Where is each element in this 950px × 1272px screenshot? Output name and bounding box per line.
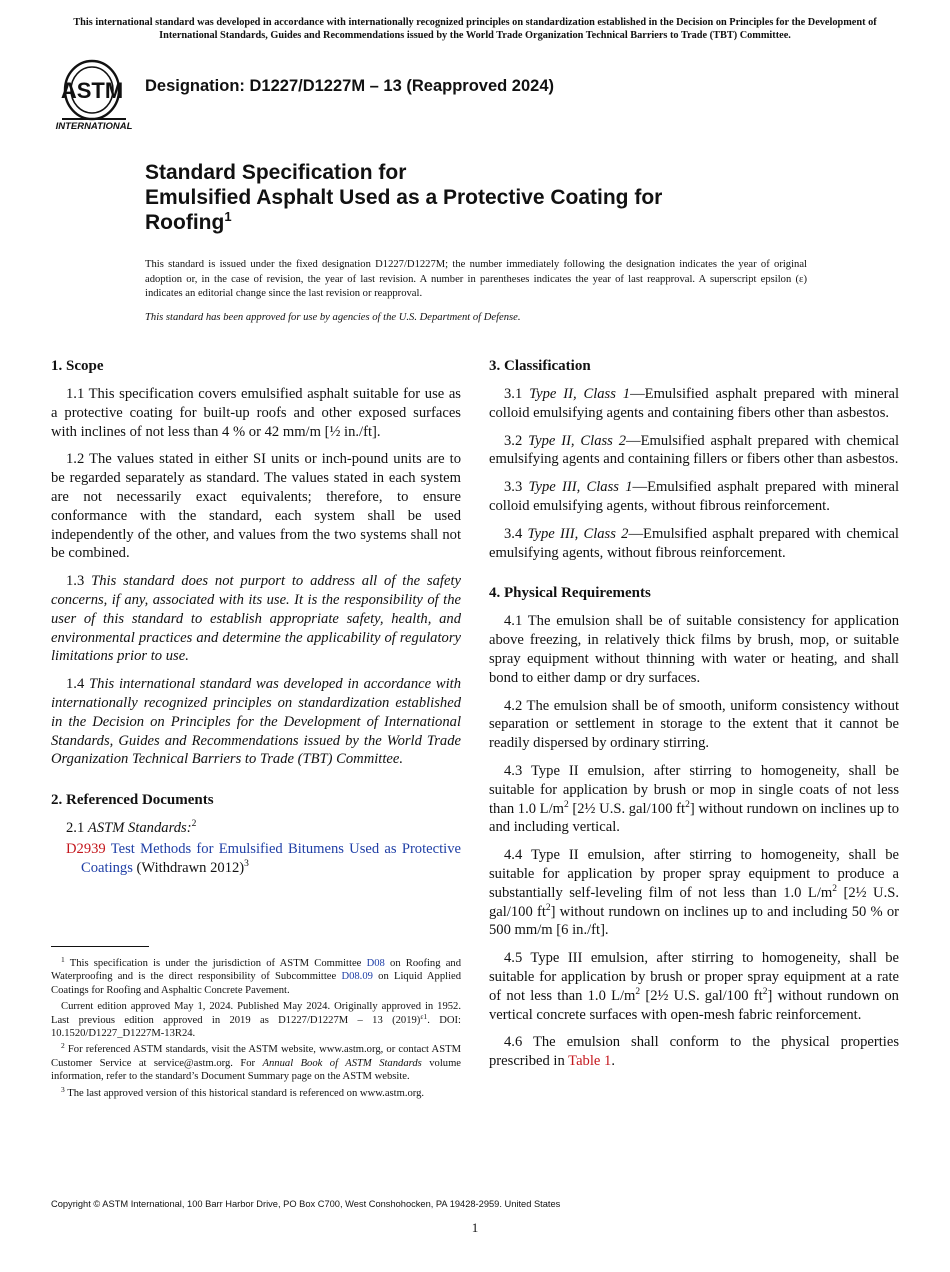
footnote-1: $^1$ This specification is under the jurisdiction of ASTM Committee D08 on Roofing and Waterproofing and is the direct responsibility of Subcommittee D08.09 on Liquid Applied Coatings for Roofing and Asphaltic Concrete Pavement.: [51, 955, 462, 996]
title-line-3: Roofing$^1$: [145, 209, 232, 234]
page-number: 1: [471, 1220, 479, 1235]
paragraph: 3.3 Type III, Class 1—Emulsified asphalt prepared with mineral colloid emulsifying agents, without fibrous reinforcement.: [489, 479, 900, 514]
paragraph: 4.6 The emulsion shall conform to the physical properties prescribed in Table 1.: [489, 1034, 900, 1070]
footnote-2: $^2$ For referenced ASTM standards, visit the ASTM website, www.astm.org, or contact ASTM Customer Service at service@astm.org. For Annual Book of ASTM Standards volume information, refer to the standard’s Document Summary page on the ASTM website.: [51, 1041, 462, 1083]
reference-title-link[interactable]: Test Methods for Emulsified Bitumens Used as Protective Coatings: [81, 840, 461, 876]
section-referenced-documents: [51, 790, 461, 877]
paragraph: 1.2 The values stated in either SI units or inch-pound units are to be regarded separately as standard. The values stated in each system are not necessarily exact equivalents; therefore, to ensure conformance with the standard, each system shall be used independently of the other, and values from the two systems shall not be combined.: [51, 451, 461, 562]
title-line-2: Emulsified Asphalt Used as a Protective Coating for: [145, 186, 663, 209]
svg-text:INTERNATIONAL: INTERNATIONAL: [55, 121, 133, 132]
paragraph: 3.2 Type II, Class 2—Emulsified asphalt prepared with chemical emulsifying agents and containing fillers or fibers other than asbestos.: [489, 432, 899, 468]
left-column: [51, 356, 461, 899]
footnotes: [51, 957, 461, 1103]
subcommittee-link[interactable]: D08.09: [341, 971, 373, 983]
right-column: [489, 356, 899, 1092]
paragraph: 3.1 Type II, Class 1—Emulsified asphalt prepared with mineral colloid emulsifying agents and containing fibers other than asbestos.: [489, 386, 899, 421]
section-heading: 4. Physical Requirements: [489, 585, 651, 602]
issuance-statement: This standard is issued under the fixed designation D1227/D1227M; the number immediately following the designation indicates the year of original adoption or, in the case of revision, the year of last revision. A number in parentheses indicates the year of last reapproval. A superscript epsilon (ε) indicates an editorial change since the last revision or reapproval.: [145, 259, 807, 299]
section-heading: 1. Scope: [51, 358, 104, 374]
dod-approval: This standard has been approved for use by agencies of the U.S. Department of Defense.: [145, 312, 521, 323]
section-classification: [489, 356, 899, 562]
footnote-divider: [51, 946, 149, 947]
table-1-link[interactable]: Table 1: [568, 1053, 612, 1070]
svg-text:ASTM: ASTM: [60, 78, 124, 103]
title-footnote-mark[interactable]: 1: [224, 209, 232, 224]
astm-logo: [52, 56, 136, 132]
footnote-1-edition: Current edition approved May 1, 2024. Published May 2024. Originally approved in 1952. Last previous edition approved in 2019 as D1227/D1227M – 13 $(2019)^{\varepsilon 1}$. DOI: 10.1520/D1227_D1227M-13R24.: [51, 1001, 461, 1040]
title-line-1: Standard Specification for: [145, 161, 407, 184]
section-heading: 2. Referenced Documents: [51, 792, 214, 809]
paragraph: 1.4 This international standard was developed in accordance with internationally recognized principles on standardization established in the Decision on Principles for the Development of International Standards, Guides and Recommendations issued by the World Trade Organization Technical Barriers to Trade (TBT) Committee.: [51, 676, 462, 768]
footnote-3: $^3$ The last approved version of this historical standard is referenced on www.astm.org.: [61, 1084, 425, 1099]
reference-entry: D2939 Test Methods for Emulsified Bitumens Used as Protective Coatings (Withdrawn 2012)$^3$: [66, 840, 461, 876]
reference-code-link[interactable]: D2939: [66, 840, 106, 857]
document-title: [145, 160, 845, 235]
paragraph: 4.5 Type III emulsion, after stirring to homogeneity, shall be suitable for application by brush or proper spray equipment at a rate of not less than 1.0 $L/m^2$ [2½ U.S. gal/100 $ft^2$] without rundown on vertical concrete surfaces with open-mesh fabric reinforcement.: [489, 950, 899, 1023]
paragraph: 2.1 ASTM Standards:$^2$: [66, 819, 197, 837]
paragraph: 4.2 The emulsion shall be of smooth, uniform consistency without separation or settlement in storage to the extent that it cannot be readily dispersed by ordinary stirring.: [489, 697, 899, 752]
committee-link[interactable]: D08: [366, 958, 385, 969]
section-scope: [51, 356, 461, 769]
paragraph: 4.4 Type II emulsion, after stirring to homogeneity, shall be suitable for application by proper spray equipment to produce a substantially self-leveling film of not less than 1.0 $L/m^2$ [2½ U.S. gal/100 $ft^2$] without rundown on inclines up to and including 50 % or 500 mm/m [6 in./ft].: [489, 847, 899, 939]
paragraph: 3.4 Type III, Class 2—Emulsified asphalt prepared with chemical emulsifying agents, without fibrous reinforcement.: [489, 525, 899, 561]
section-heading: 3. Classification: [489, 358, 591, 374]
paragraph: 1.3 This standard does not purport to address all of the safety concerns, if any, associated with its use. It is the responsibility of the user of this standard to establish appropriate safety, health, and environmental practices and determine the applicability of regulatory limitations prior to use.: [51, 573, 461, 665]
tbt-notice: This international standard was developed in accordance with internationally recognized principles on standardization established in the Decision on Principles for the Development of International Standards, Guides and Recommendations issued by the World Trade Organization Technical Barriers to Trade (TBT) Committee.: [73, 17, 877, 41]
paragraph: 1.1 This specification covers emulsified asphalt suitable for use as a protective coating for built-up roofs and other exposed surfaces with inclines of not less than 4 % or 42 mm/m [½ in./ft].: [51, 386, 461, 440]
paragraph: 4.3 Type II emulsion, after stirring to homogeneity, shall be suitable for application by brush or mop in single coats of not less than 1.0 $L/m^2$ [2½ U.S. gal/100 $ft^2$] without rundown on inclines up to and including vertical.: [489, 762, 900, 836]
section-physical-requirements: [489, 583, 899, 1071]
paragraph: 4.1 The emulsion shall be of suitable consistency for application above freezing, in relatively thick films by brush, mop, or suitable spray equipment without thinning with water or heating, and shall bond to either damp or dry surfaces.: [489, 613, 899, 686]
designation: Designation: D1227/D1227M – 13 (Reapproved 2024): [145, 77, 554, 95]
copyright-notice: Copyright © ASTM International, 100 Barr Harbor Drive, PO Box C700, West Conshohocken, PA 19428-2959. United States: [51, 1199, 561, 1209]
